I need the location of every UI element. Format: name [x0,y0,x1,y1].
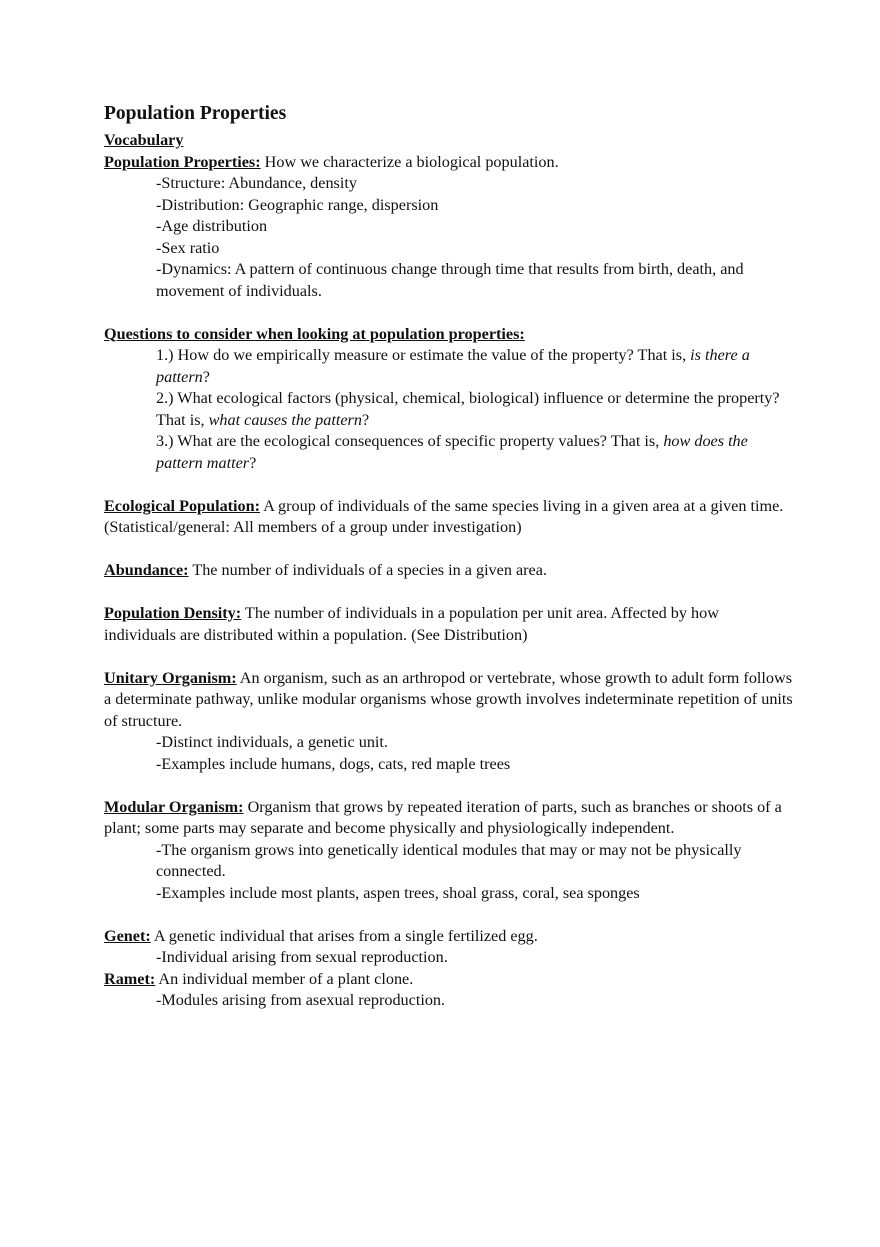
list-item: -Examples include humans, dogs, cats, red maple trees [156,754,511,773]
unitary-organism-definition: Unitary Organism: An organism, such as an arthropod or vertebrate, whose growth to adult form follows a determinate pathway, unlike modular organisms whose growth involves indeterminate repetition of units of structure. [104,668,793,730]
question-1: 1.) How do we empirically measure or estimate the value of the property? That is, is there a pattern? [156,346,750,386]
list-item: -Dynamics: A pattern of continuous change through time that results from birth, death, and movement of individuals. [156,260,744,300]
list-item: -The organism grows into genetically identical modules that may or may not be physically connected. [156,840,742,880]
population-density-definition: Population Density: The number of individuals in a population per unit area. Affected by how individuals are distributed within a population. (See Distribution) [104,604,719,644]
questions-heading: Questions to consider when looking at population properties: [104,324,525,343]
term-population-properties: Population Properties: [104,152,261,171]
list-item: -Sex ratio [156,238,220,257]
vocabulary-heading: Vocabulary [104,131,184,149]
def-population-properties: How we characterize a biological population. [260,152,559,171]
question-3: 3.) What are the ecological consequences of specific property values? That is, how does the pattern matter? [156,432,748,472]
list-item: -Distinct individuals, a genetic unit. [156,733,388,751]
genet-definition: Genet: A genetic individual that arises from a single fertilized egg. [104,926,538,945]
population-properties-definition [104,152,794,174]
list-item: -Modules arising from asexual reproduction. [156,991,446,1009]
question-2: 2.) What ecological factors (physical, chemical, biological) influence or determine the property? That is, what causes the pattern? [156,389,780,429]
term-unitary-organism: Unitary Organism: [104,668,237,687]
document-body [104,102,794,1012]
abundance-definition: Abundance: The number of individuals of a species in a given area. [104,561,547,579]
term-ramet: Ramet: [104,969,156,988]
term-modular-organism: Modular Organism: [104,797,244,816]
list-item: -Examples include most plants, aspen trees, shoal grass, coral, sea sponges [156,883,640,902]
modular-organism-definition: Modular Organism: Organism that grows by repeated iteration of parts, such as branches or shoots of a plant; some parts may separate and become physically and physiologically independent. [104,797,782,837]
page-title: Population Properties [104,103,287,124]
term-abundance: Abundance: [104,561,189,579]
term-genet: Genet: [104,926,151,945]
list-item: -Individual arising from sexual reproduction. [156,948,448,966]
term-ecological-population: Ecological Population: [104,496,261,515]
list-item: -Distribution: Geographic range, dispersion [156,195,439,214]
ecological-population-definition: Ecological Population: A group of individuals of the same species living in a given area at a given time. (Statistical/general: All members of a group under investigation) [104,496,784,536]
ramet-definition: Ramet: An individual member of a plant clone. [104,969,414,988]
list-item: -Age distribution [156,217,268,235]
list-item: -Structure: Abundance, density [156,174,357,192]
term-population-density: Population Density: [104,604,242,622]
